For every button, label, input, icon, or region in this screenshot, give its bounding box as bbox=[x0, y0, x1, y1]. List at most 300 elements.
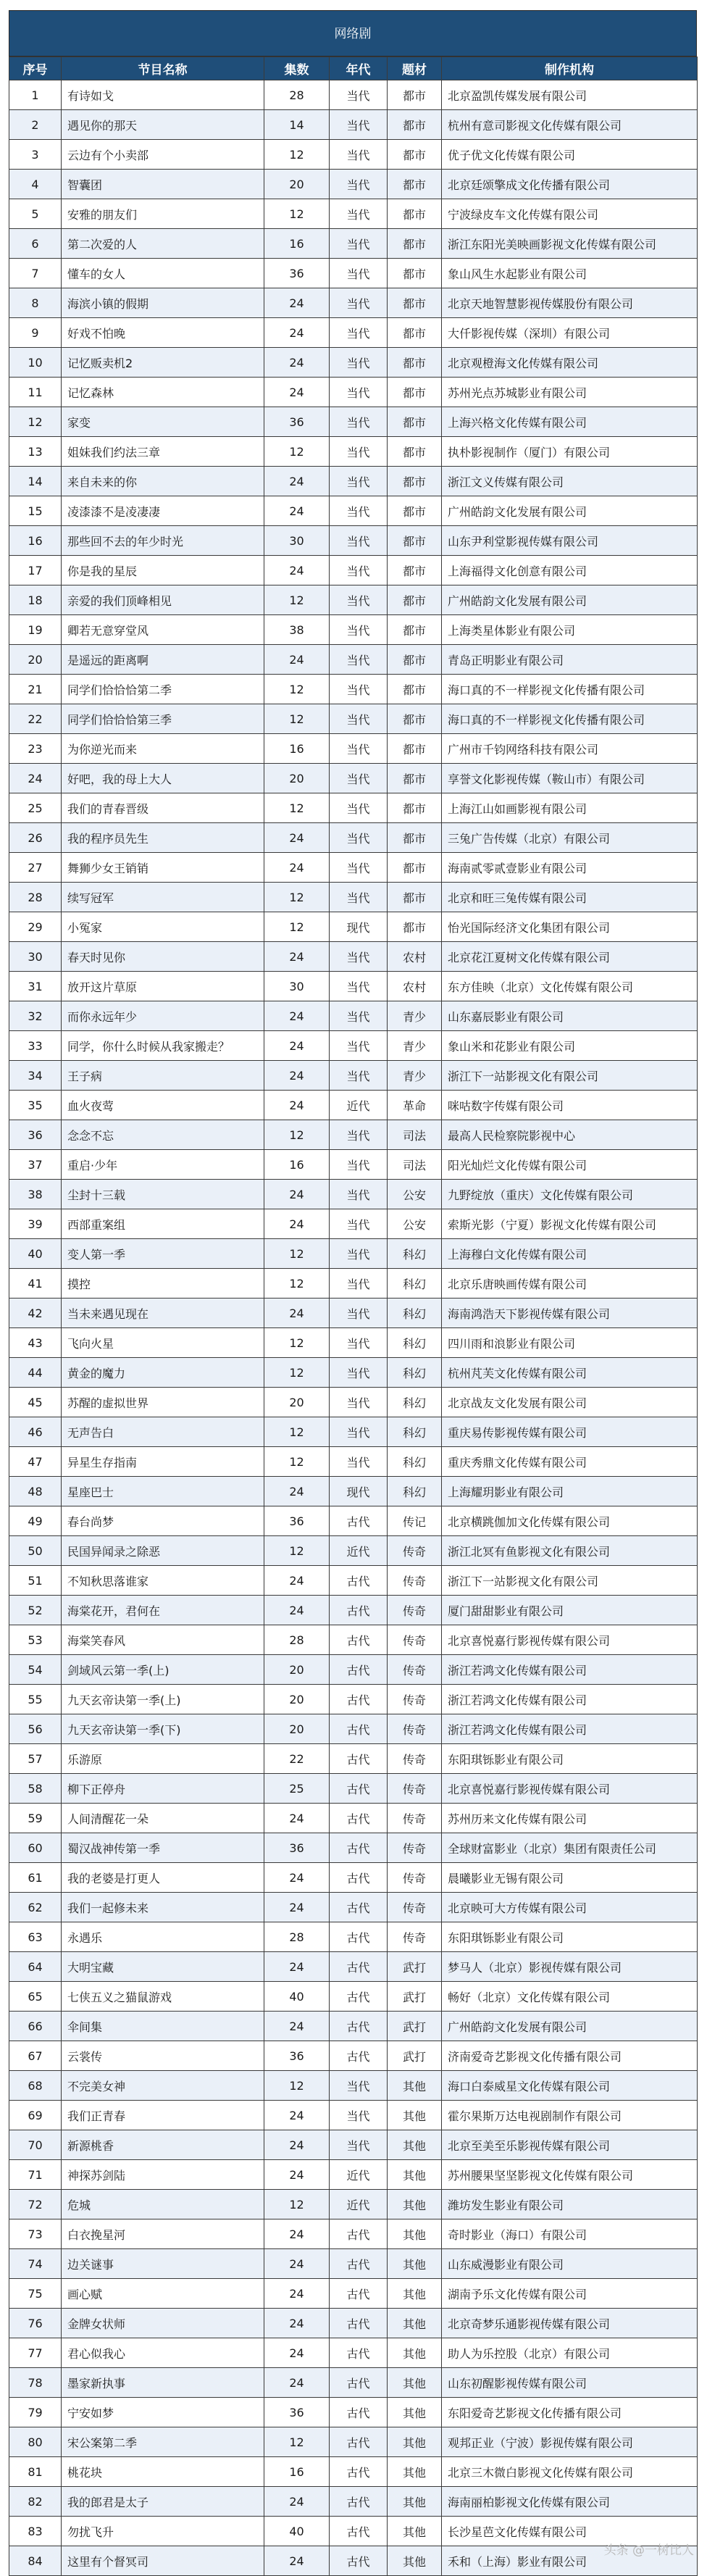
cell-producer: 上海类星体影业有限公司 bbox=[442, 615, 698, 645]
cell-episodes: 24 bbox=[264, 496, 330, 526]
cell-index: 4 bbox=[9, 170, 62, 199]
cell-episodes: 40 bbox=[264, 1982, 330, 2012]
cell-era: 古代 bbox=[330, 1685, 388, 1714]
cell-era: 当代 bbox=[330, 793, 388, 823]
table-row bbox=[9, 1625, 698, 1655]
cell-era: 古代 bbox=[330, 2368, 388, 2398]
cell-producer: 北京天地智慧影视传媒股份有限公司 bbox=[442, 288, 698, 318]
cell-episodes: 24 bbox=[264, 318, 330, 348]
cell-index: 20 bbox=[9, 645, 62, 675]
cell-genre: 都市 bbox=[388, 883, 442, 912]
cell-index: 10 bbox=[9, 348, 62, 378]
cell-genre: 都市 bbox=[388, 378, 442, 407]
cell-genre: 其他 bbox=[388, 2398, 442, 2427]
table-row bbox=[9, 2546, 698, 2576]
cell-era: 当代 bbox=[330, 1150, 388, 1180]
cell-index: 2 bbox=[9, 110, 62, 140]
cell-producer: 广州皓韵文化发展有限公司 bbox=[442, 2012, 698, 2041]
table-row bbox=[9, 110, 698, 140]
cell-genre: 其他 bbox=[388, 2427, 442, 2457]
cell-episodes: 24 bbox=[264, 2368, 330, 2398]
cell-episodes: 24 bbox=[264, 2338, 330, 2368]
cell-index: 79 bbox=[9, 2398, 62, 2427]
table-row bbox=[9, 80, 698, 110]
watermark: 头条 @一树比人 bbox=[603, 2543, 694, 2558]
cell-genre: 科幻 bbox=[388, 1299, 442, 1328]
cell-episodes: 24 bbox=[264, 2546, 330, 2576]
cell-producer: 晨曦影业无锡有限公司 bbox=[442, 1863, 698, 1893]
cell-episodes: 24 bbox=[264, 556, 330, 585]
cell-episodes: 24 bbox=[264, 467, 330, 496]
cell-episodes: 24 bbox=[264, 645, 330, 675]
cell-program-name: 懂车的女人 bbox=[62, 259, 264, 288]
cell-era: 当代 bbox=[330, 1447, 388, 1477]
cell-genre: 传奇 bbox=[388, 1596, 442, 1625]
cell-producer: 享誉文化影视传媒（鞍山市）有限公司 bbox=[442, 764, 698, 793]
cell-era: 古代 bbox=[330, 2427, 388, 2457]
cell-genre: 传奇 bbox=[388, 1685, 442, 1714]
cell-producer: 苏州光点苏城影业有限公司 bbox=[442, 378, 698, 407]
table-row bbox=[9, 2338, 698, 2368]
table-row bbox=[9, 1893, 698, 1922]
cell-episodes: 24 bbox=[264, 1001, 330, 1031]
table-row bbox=[9, 407, 698, 437]
cell-era: 当代 bbox=[330, 526, 388, 556]
table-row bbox=[9, 823, 698, 853]
cell-episodes: 24 bbox=[264, 2249, 330, 2279]
cell-era: 古代 bbox=[330, 2457, 388, 2487]
table-row bbox=[9, 675, 698, 704]
cell-genre: 传奇 bbox=[388, 1655, 442, 1685]
cell-era: 当代 bbox=[330, 1269, 388, 1299]
cell-program-name: 好吧，我的母上大人 bbox=[62, 764, 264, 793]
cell-index: 11 bbox=[9, 378, 62, 407]
cell-episodes: 12 bbox=[264, 437, 330, 467]
table-header-row bbox=[9, 57, 698, 80]
table-row bbox=[9, 1091, 698, 1120]
cell-genre: 其他 bbox=[388, 2487, 442, 2517]
table-row bbox=[9, 1477, 698, 1506]
table-row bbox=[9, 764, 698, 793]
cell-producer: 象山米和花影业有限公司 bbox=[442, 1031, 698, 1061]
header-episodes: 集数 bbox=[264, 57, 330, 80]
cell-program-name: 我的郎君是太子 bbox=[62, 2487, 264, 2517]
cell-program-name: 遇见你的那天 bbox=[62, 110, 264, 140]
cell-era: 古代 bbox=[330, 1893, 388, 1922]
cell-index: 48 bbox=[9, 1477, 62, 1506]
table-row bbox=[9, 1417, 698, 1447]
cell-index: 55 bbox=[9, 1685, 62, 1714]
cell-era: 古代 bbox=[330, 2041, 388, 2071]
cell-index: 42 bbox=[9, 1299, 62, 1328]
cell-program-name: 民国异闻录之除恶 bbox=[62, 1536, 264, 1566]
cell-producer: 浙江文义传媒有限公司 bbox=[442, 467, 698, 496]
table-row bbox=[9, 1269, 698, 1299]
cell-episodes: 24 bbox=[264, 1952, 330, 1982]
cell-index: 77 bbox=[9, 2338, 62, 2368]
cell-producer: 上海兴格文化传媒有限公司 bbox=[442, 407, 698, 437]
cell-episodes: 24 bbox=[264, 1596, 330, 1625]
cell-genre: 传奇 bbox=[388, 1566, 442, 1596]
cell-episodes: 28 bbox=[264, 80, 330, 110]
cell-index: 57 bbox=[9, 1744, 62, 1774]
cell-index: 23 bbox=[9, 734, 62, 764]
cell-index: 67 bbox=[9, 2041, 62, 2071]
cell-program-name: 好戏不怕晚 bbox=[62, 318, 264, 348]
cell-episodes: 28 bbox=[264, 1625, 330, 1655]
cell-genre: 公安 bbox=[388, 1209, 442, 1239]
cell-era: 古代 bbox=[330, 1774, 388, 1804]
cell-genre: 都市 bbox=[388, 704, 442, 734]
cell-genre: 都市 bbox=[388, 675, 442, 704]
cell-index: 65 bbox=[9, 1982, 62, 2012]
cell-program-name: 变人第一季 bbox=[62, 1239, 264, 1269]
table-row bbox=[9, 1328, 698, 1358]
cell-genre: 其他 bbox=[388, 2309, 442, 2338]
cell-episodes: 24 bbox=[264, 1477, 330, 1506]
cell-program-name: 新源桃香 bbox=[62, 2130, 264, 2160]
cell-program-name: 飞向火星 bbox=[62, 1328, 264, 1358]
cell-era: 当代 bbox=[330, 170, 388, 199]
cell-index: 70 bbox=[9, 2130, 62, 2160]
header-era: 年代 bbox=[330, 57, 388, 80]
cell-producer: 海南鸿浩天下影视传媒有限公司 bbox=[442, 1299, 698, 1328]
header-program-name: 节目名称 bbox=[62, 57, 264, 80]
cell-era: 当代 bbox=[330, 110, 388, 140]
cell-episodes: 12 bbox=[264, 883, 330, 912]
cell-producer: 杭州有意司影视文化传媒有限公司 bbox=[442, 110, 698, 140]
cell-producer: 海口白泰威星文化传媒有限公司 bbox=[442, 2071, 698, 2101]
cell-genre: 传奇 bbox=[388, 1714, 442, 1744]
cell-era: 当代 bbox=[330, 80, 388, 110]
cell-era: 当代 bbox=[330, 645, 388, 675]
cell-genre: 都市 bbox=[388, 585, 442, 615]
cell-index: 24 bbox=[9, 764, 62, 793]
cell-genre: 都市 bbox=[388, 912, 442, 942]
cell-producer: 浙江北冥有鱼影视文化有限公司 bbox=[442, 1536, 698, 1566]
cell-producer: 上海穆白文化传媒有限公司 bbox=[442, 1239, 698, 1269]
cell-producer: 湖南予乐文化传媒有限公司 bbox=[442, 2279, 698, 2309]
table-row bbox=[9, 1388, 698, 1417]
cell-index: 7 bbox=[9, 259, 62, 288]
cell-genre: 其他 bbox=[388, 2190, 442, 2219]
cell-genre: 都市 bbox=[388, 526, 442, 556]
cell-producer: 助人为乐控股（北京）有限公司 bbox=[442, 2338, 698, 2368]
table-row bbox=[9, 1061, 698, 1091]
cell-program-name: 这里有个督冥司 bbox=[62, 2546, 264, 2576]
cell-producer: 最高人民检察院影视中心 bbox=[442, 1120, 698, 1150]
cell-episodes: 40 bbox=[264, 2517, 330, 2546]
cell-program-name: 海棠花开，君何在 bbox=[62, 1596, 264, 1625]
cell-program-name: 蜀汉战神传第一季 bbox=[62, 1833, 264, 1863]
cell-producer: 海南贰零贰壹影业有限公司 bbox=[442, 853, 698, 883]
cell-era: 古代 bbox=[330, 1922, 388, 1952]
cell-episodes: 12 bbox=[264, 199, 330, 229]
cell-index: 41 bbox=[9, 1269, 62, 1299]
table-row bbox=[9, 496, 698, 526]
cell-program-name: 同学们恰恰恰第三季 bbox=[62, 704, 264, 734]
table-row bbox=[9, 2160, 698, 2190]
cell-index: 50 bbox=[9, 1536, 62, 1566]
cell-era: 当代 bbox=[330, 407, 388, 437]
cell-program-name: 不完美女神 bbox=[62, 2071, 264, 2101]
cell-genre: 其他 bbox=[388, 2368, 442, 2398]
cell-program-name: 九天玄帝诀第一季(下) bbox=[62, 1714, 264, 1744]
cell-era: 当代 bbox=[330, 1239, 388, 1269]
cell-genre: 其他 bbox=[388, 2517, 442, 2546]
cell-era: 当代 bbox=[330, 1001, 388, 1031]
cell-episodes: 24 bbox=[264, 2101, 330, 2130]
cell-era: 当代 bbox=[330, 140, 388, 170]
cell-program-name: 永遇乐 bbox=[62, 1922, 264, 1952]
cell-producer: 上海福得文化创意有限公司 bbox=[442, 556, 698, 585]
cell-program-name: 那些回不去的年少时光 bbox=[62, 526, 264, 556]
cell-producer: 浙江下一站影视文化有限公司 bbox=[442, 1061, 698, 1091]
cell-program-name: 人间清醒花一朵 bbox=[62, 1804, 264, 1833]
cell-index: 26 bbox=[9, 823, 62, 853]
table-row bbox=[9, 2517, 698, 2546]
cell-index: 56 bbox=[9, 1714, 62, 1744]
cell-genre: 司法 bbox=[388, 1150, 442, 1180]
cell-program-name: 不知秋思落谁家 bbox=[62, 1566, 264, 1596]
cell-genre: 传记 bbox=[388, 1506, 442, 1536]
program-table bbox=[9, 57, 698, 2576]
table-row bbox=[9, 1804, 698, 1833]
cell-index: 17 bbox=[9, 556, 62, 585]
cell-index: 68 bbox=[9, 2071, 62, 2101]
cell-era: 当代 bbox=[330, 1120, 388, 1150]
cell-genre: 都市 bbox=[388, 734, 442, 764]
table-row bbox=[9, 1120, 698, 1150]
cell-program-name: 小冤家 bbox=[62, 912, 264, 942]
cell-genre: 都市 bbox=[388, 229, 442, 259]
cell-era: 当代 bbox=[330, 229, 388, 259]
cell-episodes: 24 bbox=[264, 378, 330, 407]
cell-program-name: 伞间集 bbox=[62, 2012, 264, 2041]
cell-producer: 怡光国际经济文化集团有限公司 bbox=[442, 912, 698, 942]
table-row bbox=[9, 793, 698, 823]
cell-producer: 北京花江夏树文化传媒有限公司 bbox=[442, 942, 698, 972]
cell-era: 当代 bbox=[330, 942, 388, 972]
cell-era: 古代 bbox=[330, 1566, 388, 1596]
cell-genre: 武打 bbox=[388, 2012, 442, 2041]
cell-era: 近代 bbox=[330, 1536, 388, 1566]
cell-index: 15 bbox=[9, 496, 62, 526]
cell-index: 37 bbox=[9, 1150, 62, 1180]
cell-producer: 重庆易传影视传媒有限公司 bbox=[442, 1417, 698, 1447]
cell-producer: 北京战友文化发展有限公司 bbox=[442, 1388, 698, 1417]
cell-genre: 科幻 bbox=[388, 1388, 442, 1417]
cell-index: 44 bbox=[9, 1358, 62, 1388]
cell-index: 76 bbox=[9, 2309, 62, 2338]
cell-program-name: 神探苏剑陆 bbox=[62, 2160, 264, 2190]
cell-genre: 都市 bbox=[388, 110, 442, 140]
cell-era: 当代 bbox=[330, 704, 388, 734]
table-row bbox=[9, 318, 698, 348]
cell-era: 古代 bbox=[330, 2219, 388, 2249]
table-row bbox=[9, 288, 698, 318]
cell-index: 14 bbox=[9, 467, 62, 496]
cell-era: 当代 bbox=[330, 1180, 388, 1209]
table-row bbox=[9, 734, 698, 764]
cell-program-name: 大明宝藏 bbox=[62, 1952, 264, 1982]
cell-genre: 其他 bbox=[388, 2457, 442, 2487]
cell-program-name: 放开这片草原 bbox=[62, 972, 264, 1001]
cell-producer: 上海江山如画影视有限公司 bbox=[442, 793, 698, 823]
cell-program-name: 九天玄帝诀第一季(上) bbox=[62, 1685, 264, 1714]
table-row bbox=[9, 437, 698, 467]
cell-genre: 都市 bbox=[388, 140, 442, 170]
cell-program-name: 重启·少年 bbox=[62, 1150, 264, 1180]
cell-index: 45 bbox=[9, 1388, 62, 1417]
table-row bbox=[9, 1863, 698, 1893]
table-row bbox=[9, 2219, 698, 2249]
cell-index: 46 bbox=[9, 1417, 62, 1447]
cell-producer: 北京至美至乐影视传媒有限公司 bbox=[442, 2130, 698, 2160]
cell-program-name: 边关谜事 bbox=[62, 2249, 264, 2279]
cell-era: 当代 bbox=[330, 972, 388, 1001]
cell-genre: 都市 bbox=[388, 259, 442, 288]
table-row bbox=[9, 1536, 698, 1566]
program-sheet bbox=[9, 10, 697, 2576]
cell-program-name: 血火夜莺 bbox=[62, 1091, 264, 1120]
cell-era: 当代 bbox=[330, 1388, 388, 1417]
cell-era: 当代 bbox=[330, 2101, 388, 2130]
cell-index: 30 bbox=[9, 942, 62, 972]
cell-producer: 优子优文化传媒有限公司 bbox=[442, 140, 698, 170]
cell-episodes: 12 bbox=[264, 2190, 330, 2219]
cell-index: 84 bbox=[9, 2546, 62, 2576]
table-row bbox=[9, 912, 698, 942]
cell-episodes: 12 bbox=[264, 1536, 330, 1566]
header-producer: 制作机构 bbox=[442, 57, 698, 80]
cell-program-name: 来自未来的你 bbox=[62, 467, 264, 496]
cell-episodes: 24 bbox=[264, 1209, 330, 1239]
cell-genre: 都市 bbox=[388, 80, 442, 110]
cell-program-name: 尘封十三载 bbox=[62, 1180, 264, 1209]
cell-producer: 上海耀玥影业有限公司 bbox=[442, 1477, 698, 1506]
cell-index: 5 bbox=[9, 199, 62, 229]
cell-genre: 都市 bbox=[388, 764, 442, 793]
cell-genre: 都市 bbox=[388, 793, 442, 823]
cell-program-name: 摸控 bbox=[62, 1269, 264, 1299]
cell-producer: 浙江若鸿文化传媒有限公司 bbox=[442, 1655, 698, 1685]
cell-index: 40 bbox=[9, 1239, 62, 1269]
cell-genre: 都市 bbox=[388, 467, 442, 496]
cell-producer: 广州市千钧网络科技有限公司 bbox=[442, 734, 698, 764]
cell-episodes: 20 bbox=[264, 1388, 330, 1417]
cell-producer: 北京三木微白影视文化传媒有限公司 bbox=[442, 2457, 698, 2487]
cell-program-name: 我的老婆是打更人 bbox=[62, 1863, 264, 1893]
cell-program-name: 异星生存指南 bbox=[62, 1447, 264, 1477]
cell-genre: 都市 bbox=[388, 437, 442, 467]
cell-program-name: 无声告白 bbox=[62, 1417, 264, 1447]
cell-producer: 咪咕数字传媒有限公司 bbox=[442, 1091, 698, 1120]
cell-episodes: 24 bbox=[264, 1804, 330, 1833]
cell-producer: 山东尹利堂影视传媒有限公司 bbox=[442, 526, 698, 556]
cell-era: 当代 bbox=[330, 734, 388, 764]
cell-era: 古代 bbox=[330, 2517, 388, 2546]
cell-episodes: 12 bbox=[264, 1447, 330, 1477]
cell-episodes: 12 bbox=[264, 140, 330, 170]
cell-era: 当代 bbox=[330, 259, 388, 288]
cell-era: 当代 bbox=[330, 1358, 388, 1388]
cell-era: 近代 bbox=[330, 1091, 388, 1120]
cell-producer: 索斯光影（宁夏）影视文化传媒有限公司 bbox=[442, 1209, 698, 1239]
cell-producer: 北京喜悦嘉行影视传媒有限公司 bbox=[442, 1774, 698, 1804]
cell-genre: 青少 bbox=[388, 1031, 442, 1061]
cell-producer: 北京乐唐映画传媒有限公司 bbox=[442, 1269, 698, 1299]
cell-episodes: 28 bbox=[264, 1922, 330, 1952]
cell-index: 34 bbox=[9, 1061, 62, 1091]
cell-episodes: 24 bbox=[264, 2219, 330, 2249]
cell-producer: 东方佳映（北京）文化传媒有限公司 bbox=[442, 972, 698, 1001]
cell-genre: 农村 bbox=[388, 972, 442, 1001]
cell-producer: 青岛正明影业有限公司 bbox=[442, 645, 698, 675]
cell-episodes: 24 bbox=[264, 2012, 330, 2041]
header-index: 序号 bbox=[9, 57, 62, 80]
cell-index: 80 bbox=[9, 2427, 62, 2457]
cell-program-name: 安雅的朋友们 bbox=[62, 199, 264, 229]
cell-program-name: 宁安如梦 bbox=[62, 2398, 264, 2427]
cell-index: 13 bbox=[9, 437, 62, 467]
cell-episodes: 24 bbox=[264, 853, 330, 883]
cell-program-name: 我们的青春晋级 bbox=[62, 793, 264, 823]
table-row bbox=[9, 2130, 698, 2160]
cell-producer: 广州皓韵文化发展有限公司 bbox=[442, 496, 698, 526]
cell-genre: 传奇 bbox=[388, 1625, 442, 1655]
cell-producer: 东阳琪铄影业有限公司 bbox=[442, 1922, 698, 1952]
table-row bbox=[9, 1922, 698, 1952]
table-row bbox=[9, 1952, 698, 1982]
cell-index: 32 bbox=[9, 1001, 62, 1031]
cell-program-name: 墨家新执事 bbox=[62, 2368, 264, 2398]
cell-program-name: 宋公案第二季 bbox=[62, 2427, 264, 2457]
cell-genre: 科幻 bbox=[388, 1328, 442, 1358]
cell-producer: 北京喜悦嘉行影视传媒有限公司 bbox=[442, 1625, 698, 1655]
cell-genre: 都市 bbox=[388, 348, 442, 378]
cell-index: 12 bbox=[9, 407, 62, 437]
table-row bbox=[9, 170, 698, 199]
cell-producer: 浙江东阳光美映画影视文化传媒有限公司 bbox=[442, 229, 698, 259]
cell-genre: 都市 bbox=[388, 823, 442, 853]
cell-index: 39 bbox=[9, 1209, 62, 1239]
cell-era: 古代 bbox=[330, 1952, 388, 1982]
cell-genre: 传奇 bbox=[388, 1922, 442, 1952]
table-row bbox=[9, 229, 698, 259]
cell-era: 当代 bbox=[330, 853, 388, 883]
table-row bbox=[9, 615, 698, 645]
cell-genre: 其他 bbox=[388, 2130, 442, 2160]
cell-program-name: 白衣挽星河 bbox=[62, 2219, 264, 2249]
cell-era: 古代 bbox=[330, 2338, 388, 2368]
cell-index: 16 bbox=[9, 526, 62, 556]
table-row bbox=[9, 526, 698, 556]
cell-genre: 传奇 bbox=[388, 1536, 442, 1566]
cell-genre: 传奇 bbox=[388, 1804, 442, 1833]
cell-program-name: 是遥远的距离啊 bbox=[62, 645, 264, 675]
cell-era: 古代 bbox=[330, 1744, 388, 1774]
cell-index: 6 bbox=[9, 229, 62, 259]
cell-episodes: 12 bbox=[264, 585, 330, 615]
cell-producer: 梦马人（北京）影视传媒有限公司 bbox=[442, 1952, 698, 1982]
cell-genre: 都市 bbox=[388, 556, 442, 585]
cell-episodes: 12 bbox=[264, 675, 330, 704]
cell-episodes: 12 bbox=[264, 2427, 330, 2457]
cell-index: 60 bbox=[9, 1833, 62, 1863]
cell-producer: 观邦正业（宁波）影视传媒有限公司 bbox=[442, 2427, 698, 2457]
table-row bbox=[9, 1774, 698, 1804]
